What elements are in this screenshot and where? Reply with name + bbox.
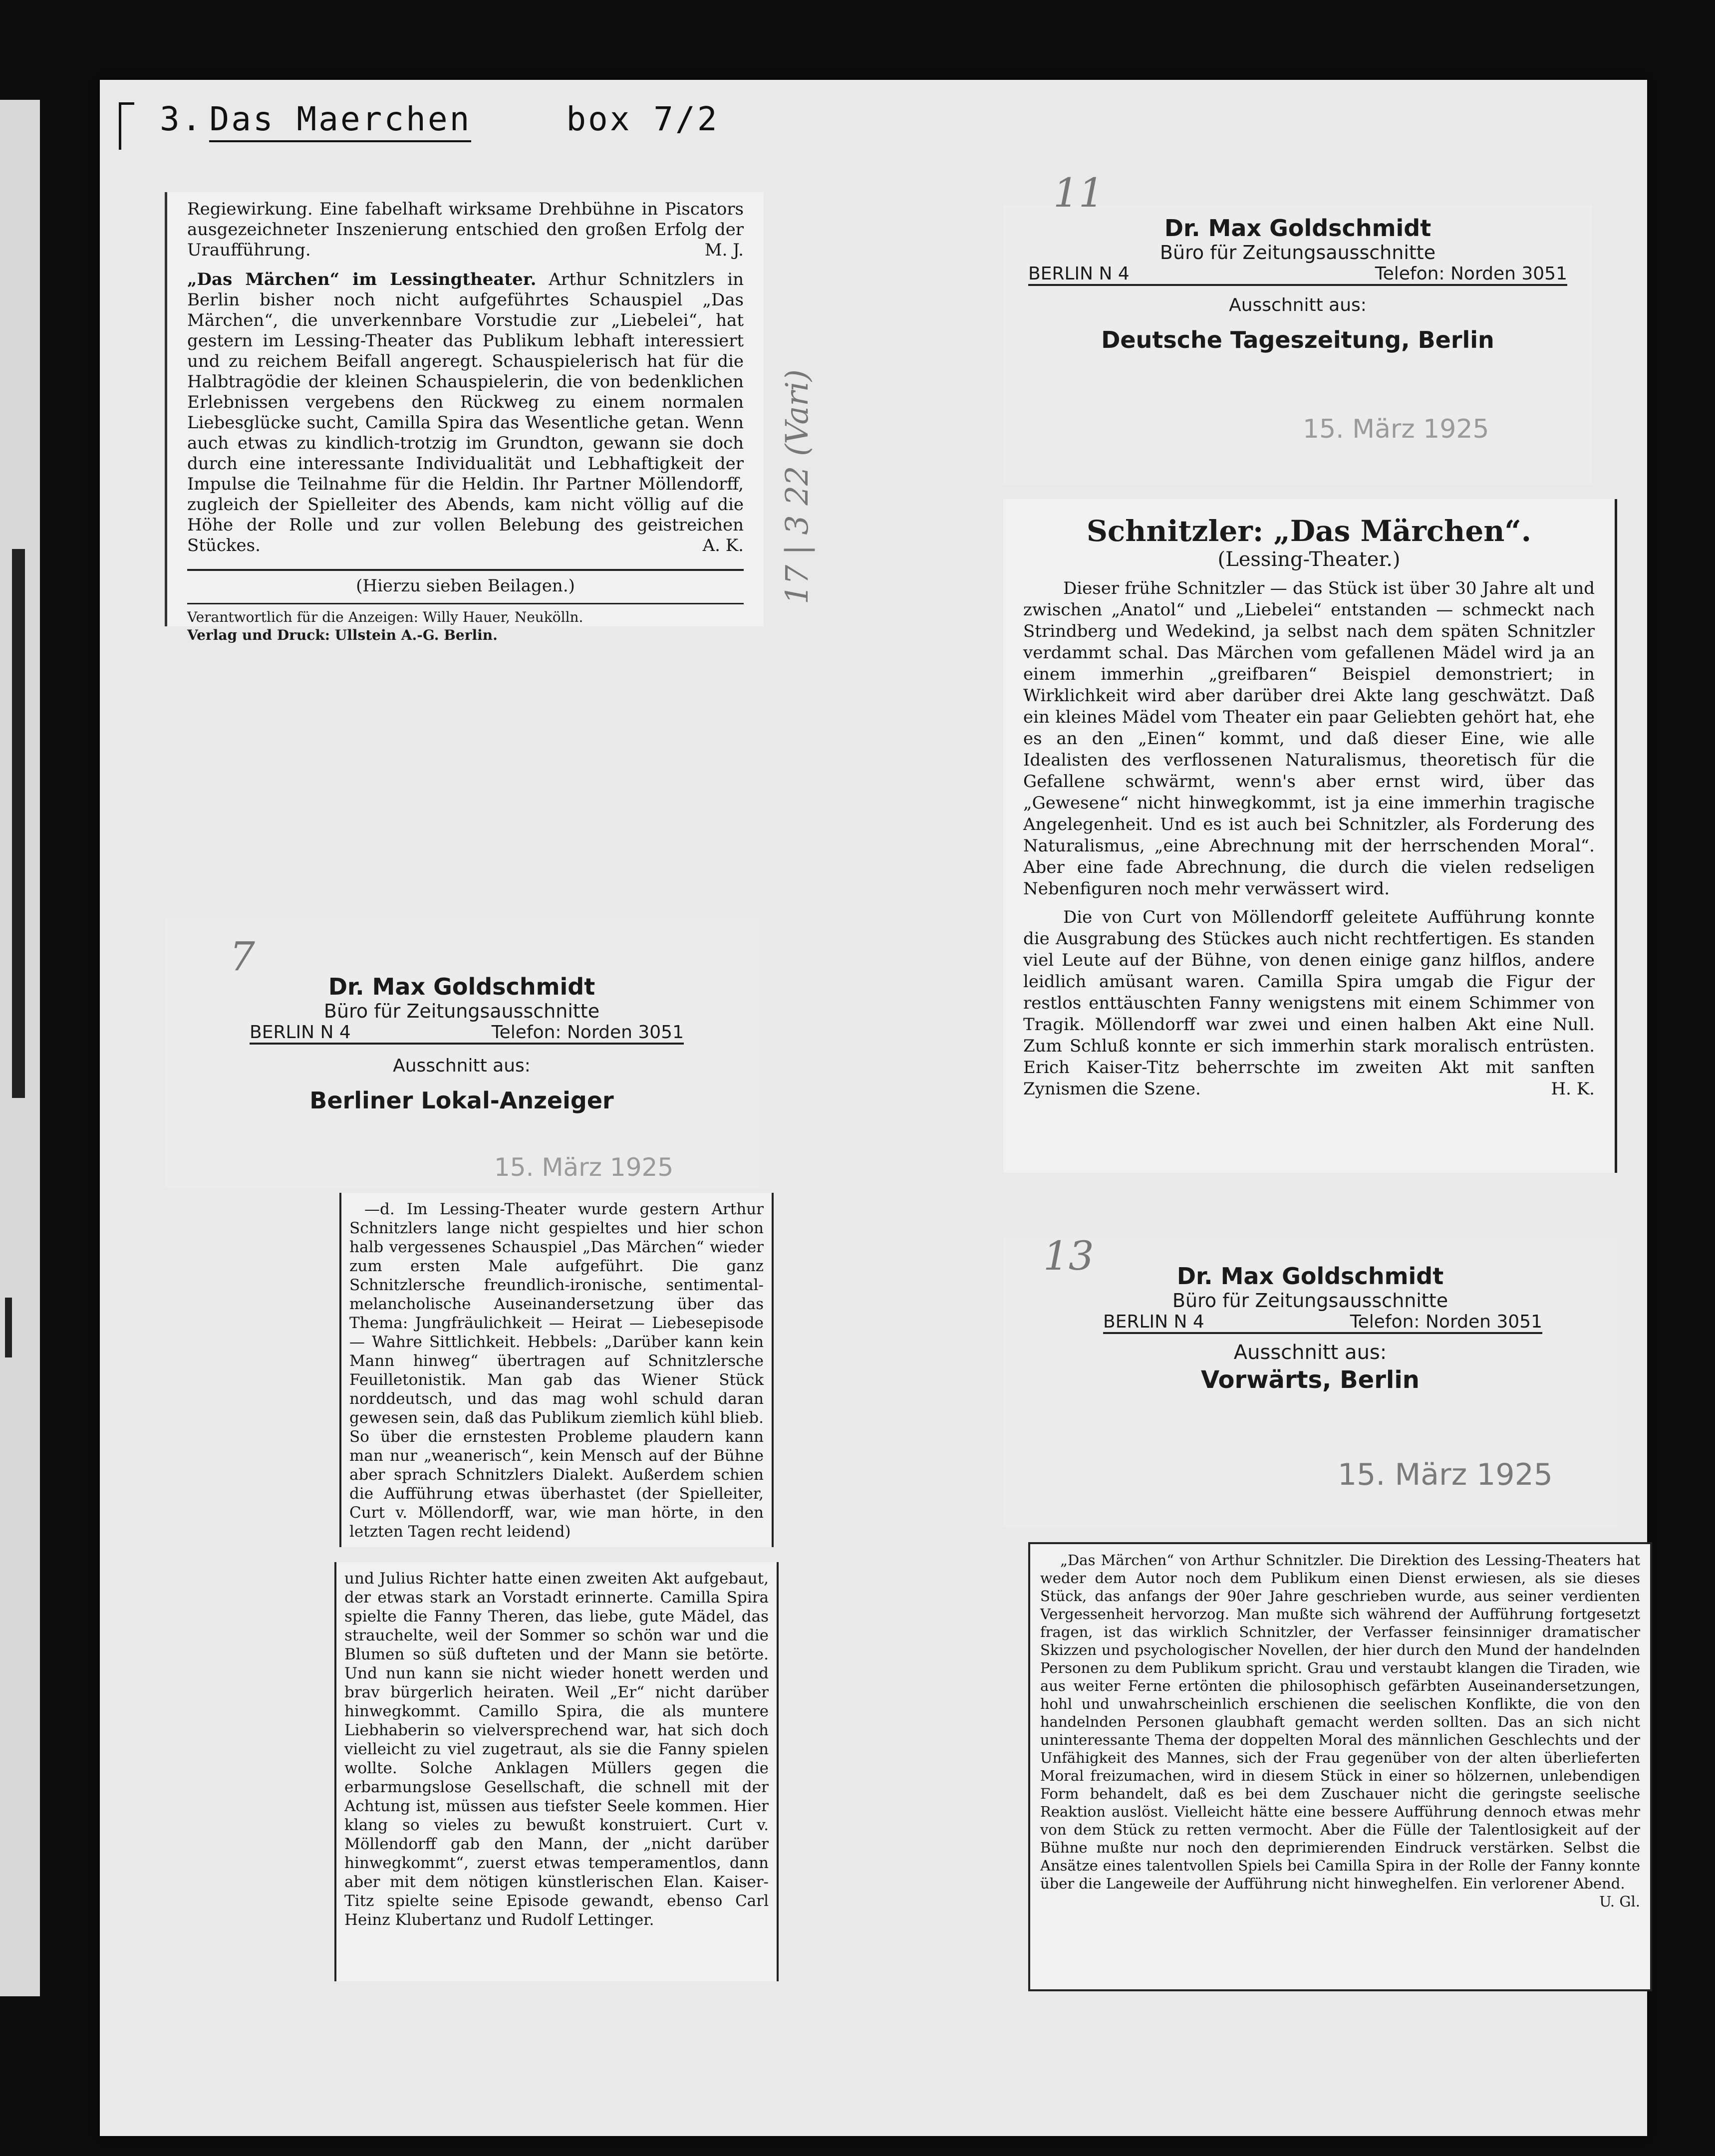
clipping-header-deutsche <box>1003 205 1592 484</box>
article-paragraph-1: Dieser frühe Schnitzler — das Stück ist über 30 Jahre alt und zwischen „Anatol“ und „Liebelei“ entstanden — schmeckt nach Strindberg und Wedekind, ja selbst nach dem späten Schnitzler verdammt schal. Das Märchen vom gefallenen Mädel wird ja an einem immerhin „greifbaren“ Beispiel demonstriert; in Wirklichkeit wird aber darüber drei Akte lang geschwätzt. Daß ein kleines Mädel vom Theater ein paar Geliebten gehört hat, ehe es an den „Einen“ kommt, und daß dieser Eine, wie alle Idealisten des verflossenen Naturalismus, theoretisch für die Gefallene schwärmt, wenn's aber ernst wird, über das „Gewesene“ nicht hinwegkommt, ist ja eine immerhin tragische Angelegenheit. Und es ist auch bei Schnitzler, als Forderung des Naturalismus, „eine Abrechnung mit der herrschenden Moral“. Aber eine fade Abrechnung, die durch die vielen redseligen Nebenfiguren noch mehr verwässert wird. <box>1023 578 1595 899</box>
agency-subtitle: Büro für Zeitungsausschnitte <box>323 1000 600 1022</box>
pencil-number-13: 13 <box>1043 1233 1094 1279</box>
agency-city: BERLIN N 4 <box>250 1022 351 1043</box>
imprint-line-2: Verlag und Druck: Ullstein A.-G. Berlin. <box>187 627 498 643</box>
intro-text: Regiewirkung. Eine fabelhaft wirksame Drehbühne in Piscators ausgezeichneter Inszenierung entschied den großen Erfolg der Uraufführung. <box>187 199 744 260</box>
agency-name: Dr. Max Goldschmidt <box>1164 215 1431 242</box>
pencil-number-11: 11 <box>1053 170 1104 216</box>
ausschnitt-label: Ausschnitt aus: <box>1233 1341 1387 1364</box>
file-header <box>160 100 719 138</box>
edge-shadow <box>12 549 25 1098</box>
article-signature: U. Gl. <box>1599 1893 1640 1910</box>
agency-city: BERLIN N 4 <box>1103 1312 1204 1332</box>
agency-phone: Telefon: Norden 3051 <box>491 1022 684 1043</box>
agency-phone: Telefon: Norden 3051 <box>1350 1312 1542 1332</box>
article-text-part-1: —d. Im Lessing-Theater wurde gestern Arthur Schnitzlers lange nicht gespieltes und hier schon halb vergessenes Schauspiel „Das Märchen“ wieder zum ersten Male aufgeführt. Die ganz Schnitzlersche freundlich-ironische, sentimental-melancholische Auseinandersetzung über das Thema: Jungfräulichkeit — Heirat — Liebesepisode — Wahre Sittlichkeit. Hebbels: „Darüber kann kein Mann hinweg“ übertragen auf Schnitzlersche Feuilletonistik. Man gab das Wiener Stück norddeutsch, und das mag wohl schuld daran gewesen sein, daß das Publikum ziemlich kühl blieb. So über die ernstesten Probleme plaudern kann man nur „weanerisch“, kein Mensch auf der Bühne aber sprach Schnitzlers Dialekt. Außerdem schien die Aufführung etwas überhastet (der Spielleiter, Curt v. Möllendorff, war, wie man hörte, in den letzten Tagen recht leidend) <box>349 1200 764 1541</box>
date-stamp: 15. März 1925 <box>1338 1457 1553 1492</box>
clipping-top-left <box>165 192 764 643</box>
agency-subtitle: Büro für Zeitungsausschnitte <box>1172 1290 1448 1312</box>
corner-bracket <box>119 102 134 150</box>
article-headline: Schnitzler: „Das Märchen“. <box>1087 514 1531 548</box>
article-body: Arthur Schnitzlers in Berlin bisher noch nicht aufgeführtes Schauspiel „Das Märchen“, die unverkennbare Vorstudie zur „Liebelei“, hat gestern im Lessing-Theater das Publikum lebhaft interessiert und zu reichem Beifall angeregt. Schauspielerisch hat für die Halbtragödie der kleinen Schauspielerin, die von bedenklichen Erlebnissen vergebens den Rückweg zu einem normalen Liebesglücke sucht, Camilla Spira das Wesentliche getan. Wenn auch etwas zu kindlich-trotzig im Grundton, gewann sie doch durch eine interessante Individualität und Lebhaftigkeit der Impulse die Teilnahme für die Heldin. Ihr Partner Möllendorff, zugleich der Spielleiter des Abends, kam nicht völlig auf die Höhe der Rolle und zur vollen Belebung des geistreichen Stückes. <box>187 270 744 555</box>
clipping-header-vorwaerts <box>1003 1238 1617 1527</box>
newspaper-name: Vorwärts, Berlin <box>1201 1366 1420 1394</box>
article-signature: H. K. <box>1551 1079 1595 1099</box>
imprint-line-1: Verantwortlich für die Anzeigen: Willy Hauer, Neukölln. <box>187 609 583 625</box>
article-headline: „Das Märchen“ im Lessingtheater. <box>187 270 537 289</box>
article-signature: A. K. <box>702 536 744 555</box>
intro-signature: M. J. <box>704 240 744 260</box>
date-stamp: 15. März 1925 <box>1303 414 1489 444</box>
pencil-number-7: 7 <box>230 933 255 980</box>
clipping-article-lokal-part2 <box>334 1562 779 1981</box>
header-title: Das Maerchen <box>209 100 471 142</box>
clipping-article-lokal-part1 <box>339 1193 774 1547</box>
article-text-part-2: und Julius Richter hatte einen zweiten Akt aufgebaut, der etwas stark an Vorstadt erinnerte. Camilla Spira spielte die Fanny Theren, das liebe, gute Mädel, das strauchelte, weil der Sommer so schön war und die Blumen so süß dufteten und der Mann sie betörte. Und nun kann sie nicht wieder honett werden und brav bürgerlich heiraten. Weil „Er“ nicht darüber hinwegkommt. Camillo Spira, die als muntere Liebhaberin so vielversprechend war, hat sich doch vielleicht zu viel zugetraut, als sie die Fanny spielen wollte. Solche Anklagen Müllers gegen die erbarmungslose Gesellschaft, die schnell mit der Achtung ist, müssen aus tiefster Seele kommen. Hier klang so vieles zu bewußt konstruiert. Curt v. Möllendorff gab den Mann, der „nicht darüber hinwegkommt“, zuerst etwas temperamentlos, dann aber mit dem nötigen künstlerischen Elan. Kaiser-Titz spielte seine Episode gewandt, ebenso Carl Heinz Klubertanz und Rudolf Lettinger. <box>344 1570 769 1929</box>
article-subhead: (Lessing-Theater.) <box>1217 548 1401 571</box>
header-box: box 7/2 <box>566 100 719 138</box>
agency-name: Dr. Max Goldschmidt <box>1176 1263 1444 1290</box>
pencil-margin-note: 17 | 3 22 (Vari) <box>779 369 815 604</box>
newspaper-name: Deutsche Tageszeitung, Berlin <box>1101 326 1494 353</box>
article-body: „Das Märchen“ von Arthur Schnitzler. Die Direktion des Lessing-Theaters hat weder dem Autor noch dem Publikum einen Dienst erwiesen, als sie dieses Stück, das anfangs der 90er Jahre geschrieben wurde, aus seiner verdienten Vergessenheit hervorzog. Man mußte sich während der Aufführung fortgesetzt fragen, ist das wirklich Schnitzler, der Verfasser feinsinniger dramatischer Skizzen und psychologischer Novellen, der hier durch den Mund der handelnden Personen zu dem Publikum spricht. Grau und verstaubt klangen die Tiraden, wie aus weiter Ferne ertönten die philosophisch gefärbten Auseinandersetzungen, hohl und unwahrscheinlich erschienen die seelischen Konflikte, die von den handelnden Personen glaubhaft gemacht werden sollten. Das an sich nicht uninteressante Thema der doppelten Moral des männlichen Geschlechts und der Unfähigkeit des Mannes, sich der Frau gegenüber von der alten überlieferten Moral freizumachen, wird in diesem Stück in einer so hölzernen, unlebendigen Form behandelt, daß es bei dem Zuschauer nicht die geringste seelische Reaktion auslöst. Vielleicht hätte eine bessere Aufführung dennoch etwas mehr von dem Stück zu retten vermocht. Aber die Fülle der Talentlosigkeit auf der Bühne mußte nur noch den deprimierenden Eindruck verstärken. Selbst die Ansätze eines talentvollen Spiels bei Camilla Spira in der Rolle der Fanny konnte über die Langeweile der Aufführung nicht hinweghelfen. Ein verlorener Abend. <box>1040 1552 1640 1892</box>
date-stamp: 15. März 1925 <box>494 1153 674 1182</box>
edge-mark <box>5 1298 12 1357</box>
ausschnitt-label: Ausschnitt aus: <box>1229 295 1367 315</box>
newspaper-name: Berliner Lokal-Anzeiger <box>309 1087 614 1114</box>
clipping-article-deutsche <box>1003 499 1617 1173</box>
clipping-article-vorwaerts <box>1028 1542 1652 1991</box>
beilagen-note: (Hierzu sieben Beilagen.) <box>187 569 744 596</box>
agency-city: BERLIN N 4 <box>1028 264 1130 284</box>
agency-phone: Telefon: Norden 3051 <box>1375 264 1567 284</box>
agency-subtitle: Büro für Zeitungsausschnitte <box>1159 242 1436 264</box>
agency-name: Dr. Max Goldschmidt <box>328 973 595 1000</box>
article-paragraph-2: Die von Curt von Möllendorff geleitete Aufführung konnte die Ausgrabung des Stückes auch nicht rechtfertigen. Es standen viel Leute auf der Bühne, von denen einige ganz hilflos, andere leidlich amüsant waren. Camilla Spira umgab die Figur der restlos enttäuschten Fanny wenigstens mit einem Schimmer von Tragik. Möllendorff war zwei und einen halben Akt eine Null. Zum Schluß konnte er sich immerhin stark moralisch entrüsten. Erich Kaiser-Titz beherrschte im zweiten Akt mit sanften Zynismen die Szene. <box>1023 907 1595 1099</box>
adjacent-page-edge <box>0 100 40 1996</box>
header-number: 3. <box>160 100 204 138</box>
ausschnitt-label: Ausschnitt aus: <box>393 1056 531 1076</box>
